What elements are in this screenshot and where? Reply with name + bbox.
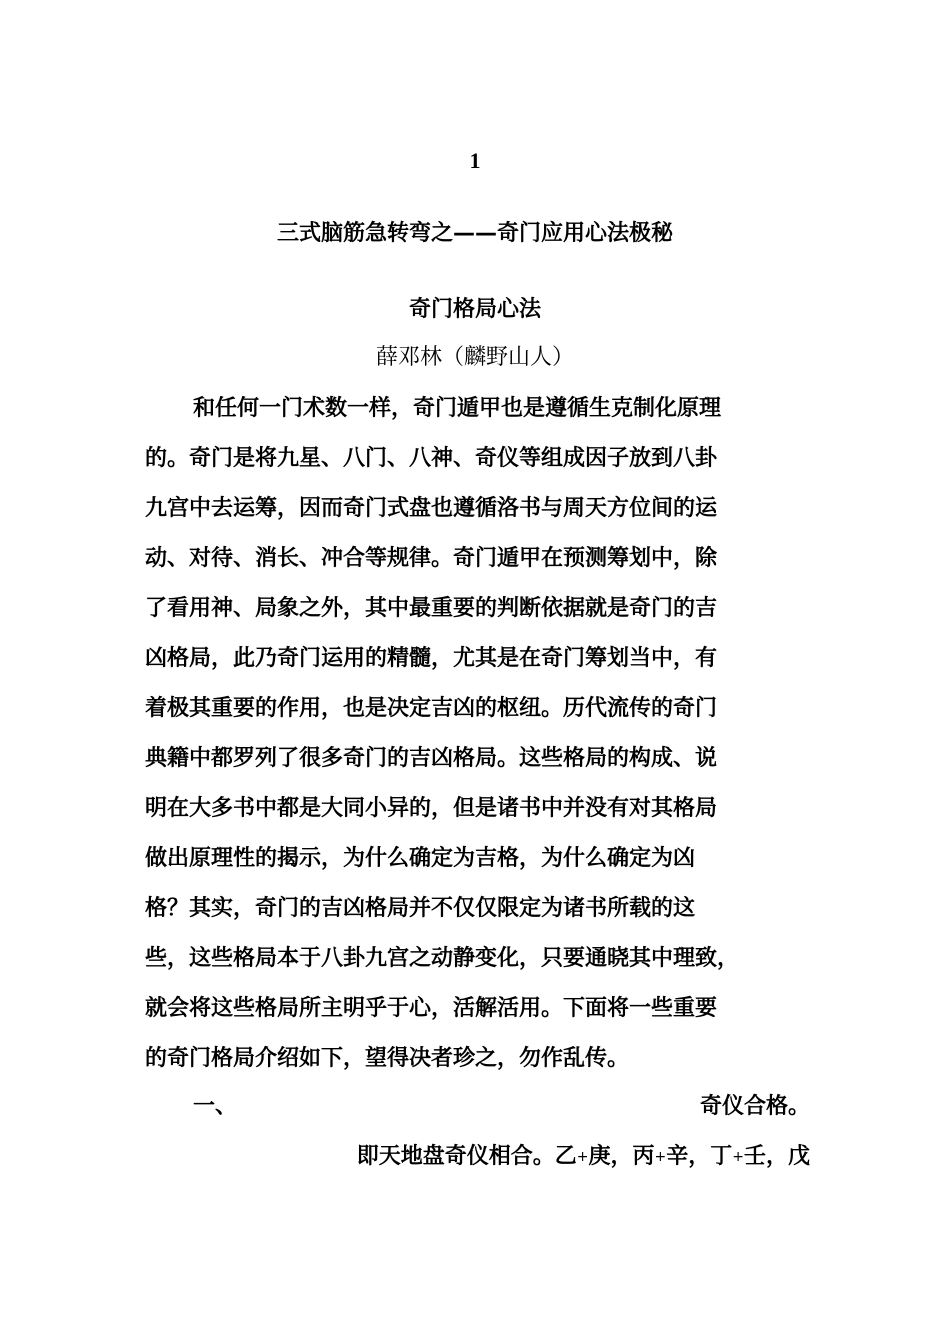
- paragraph-line: 做出原理性的揭示，为什么确定为吉格，为什么确定为凶: [145, 846, 696, 871]
- plus-sign: +: [732, 1149, 744, 1165]
- plus-sign: +: [576, 1149, 589, 1165]
- document-title: 三式脑筋急转弯之——奇门应用心法极秘: [276, 221, 673, 246]
- text-segment: 壬，戊: [743, 1144, 810, 1169]
- paragraph-line: 着极其重要的作用，也是决定吉凶的枢纽。历代流传的奇门: [145, 696, 718, 721]
- paragraph-line: 凶格局，此乃奇门运用的精髓，尤其是在奇门筹划当中，有: [145, 646, 718, 671]
- paragraph-line: 就会将这些格局所主明乎于心，活解活用。下面将一些重要: [145, 996, 718, 1021]
- plus-sign: +: [654, 1149, 667, 1165]
- section-number: 一、: [193, 1094, 238, 1119]
- paragraph-line: 明在大多书中都是大同小异的，但是诸书中并没有对其格局: [145, 796, 718, 821]
- text-segment: 辛，丁: [666, 1144, 733, 1169]
- section-heading: 奇仪合格。: [699, 1094, 810, 1119]
- paragraph-line: 典籍中都罗列了很多奇门的吉凶格局。这些格局的构成、说: [145, 746, 718, 771]
- paragraph-line: 格？其实，奇门的吉凶格局并不仅仅限定为诸书所载的这: [145, 896, 696, 921]
- section-heading-line: [193, 1082, 810, 1132]
- section-body-line: [285, 1132, 810, 1182]
- body-paragraph: [145, 384, 810, 1084]
- text-segment: 即天地盘奇仪相合。乙: [356, 1144, 577, 1169]
- paragraph-line: 动、对待、消长、冲合等规律。奇门遁甲在预测筹划中，除: [145, 546, 718, 571]
- page-number: 1: [469, 148, 481, 173]
- paragraph-line: 的奇门格局介绍如下，望得决者珍之，勿作乱传。: [145, 1046, 630, 1071]
- paragraph-line: 的。奇门是将九星、八门、八神、奇仪等组成因子放到八卦: [145, 446, 718, 471]
- paragraph-line: 了看用神、局象之外，其中最重要的判断依据就是奇门的吉: [145, 596, 718, 621]
- paragraph-line: 九宫中去运筹，因而奇门式盘也遵循洛书与周天方位间的运: [145, 496, 718, 521]
- section-subtitle: 奇门格局心法: [408, 297, 541, 322]
- paragraph-line: 和任何一门术数一样，奇门遁甲也是遵循生克制化原理: [193, 396, 722, 421]
- text-segment: 庚，丙: [588, 1144, 655, 1169]
- paragraph-line: 些，这些格局本于八卦九宫之动静变化，只要通晓其中理致，: [145, 946, 740, 971]
- author-line: 薛邓林（麟野山人）: [375, 345, 574, 370]
